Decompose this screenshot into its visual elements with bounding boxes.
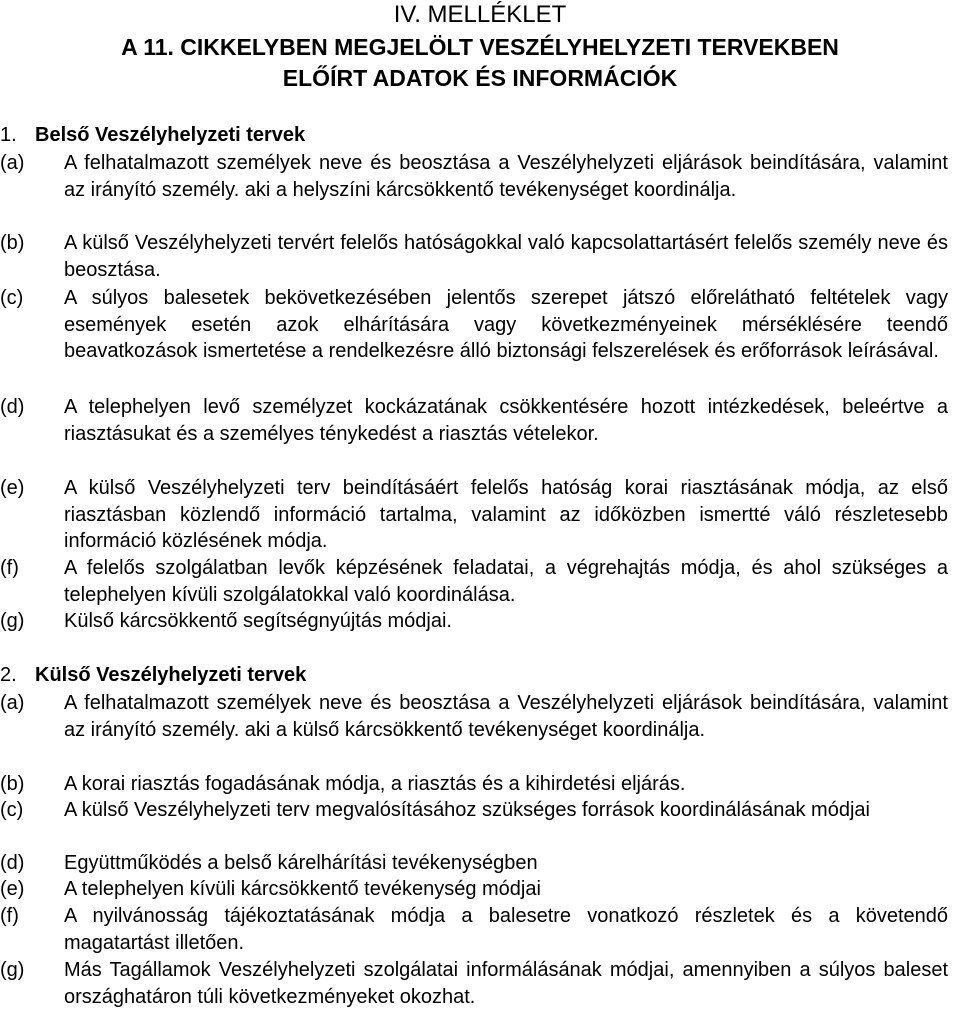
item-label: (e) [0,477,25,499]
item-label: (a) [0,152,25,174]
item-text: A telephelyen kívüli kárcsökkentő tevékenység módjai [64,878,541,900]
section-title: Belső Veszélyhelyzeti tervek [35,124,306,146]
item-text: A nyilvánosság tájékoztatásának módja a balesetre vonatkozó részletek és a követendő magatartást illetően. [64,905,948,954]
item-label: (b) [0,232,25,254]
main-title [0,32,960,94]
item-label: (c) [0,799,24,821]
item-text: A felelős szolgálatban levők képzésének feladatai, a végrehajtás módja, és ahol szükséges a telephelyen kívüli szolgálatokkal való koordinálása. [64,557,948,606]
item-text: A telephelyen levő személyzet kockázatának csökkentésére hozott intézkedések, beleértve a riasztásukat és a személyes ténykedést a riasztás vételekor. [64,396,948,445]
annex-title: IV. MELLÉKLET [393,1,567,28]
item-label: (f) [0,905,19,927]
item-label: (d) [0,852,25,874]
item-text: A külső Veszélyhelyzeti terv beindításáért felelős hatóság korai riasztásának módja, az első riasztásban közlendő információ tartalma, valamint az időközben ismertté váló részletesebb információ közlésének módja. [64,477,948,552]
main-title-line-2: ELŐÍRT ADATOK ÉS INFORMÁCIÓK [282,65,678,91]
item-text: A külső Veszélyhelyzeti terv megvalósításához szükséges források koordinálásának módjai [64,799,870,821]
section-title: Külső Veszélyhelyzeti tervek [35,664,307,686]
section-number: 1. [0,124,17,146]
item-text: A felhatalmazott személyek neve és beosztása a Veszélyhelyzeti eljárások beindítására, valamint az irányító személy. aki a külső kárcsökkentő tevékenységet koordinálja. [64,692,948,741]
item-text: A korai riasztás fogadásának módja, a riasztás és a kihirdetési eljárás. [64,773,686,795]
item-label: (b) [0,773,25,795]
item-label: (e) [0,878,25,900]
item-text: A külső Veszélyhelyzeti tervért felelős hatóságokkal való kapcsolattartásért felelős személy neve és beosztása. [64,232,948,281]
item-label: (c) [0,287,24,309]
item-label: (f) [0,557,19,579]
item-text: A súlyos balesetek bekövetkezésében jelentős szerepet játszó előrelátható feltételek vagy események esetén azok elhárítására vagy következményeinek mérséklésére teendő beavatkozások ismertetése a rendelkezésre álló biztonsági felszerelések és erőforrások leírásával. [64,287,948,362]
main-title-line-1: A 11. CIKKELYBEN MEGJELÖLT VESZÉLYHELYZETI TERVEKBEN [121,34,839,60]
item-text: Más Tagállamok Veszélyhelyzeti szolgálatai informálásának módjai, amennyiben a súlyos baleset országhatáron túli következményeket okozhat. [64,959,948,1008]
item-label: (a) [0,692,25,714]
item-label: (g) [0,959,25,981]
item-text: Külső kárcsökkentő segítségnyújtás módjai. [64,610,452,632]
item-label: (g) [0,610,25,632]
section-number: 2. [0,664,17,686]
item-label: (d) [0,396,25,418]
item-text: Együttműködés a belső kárelhárítási tevékenységben [64,852,538,874]
item-text: A felhatalmazott személyek neve és beosztása a Veszélyhelyzeti eljárások beindítására, valamint az irányító személy. aki a helyszíni kárcsökkentő tevékenységet koordinálja. [64,152,948,201]
